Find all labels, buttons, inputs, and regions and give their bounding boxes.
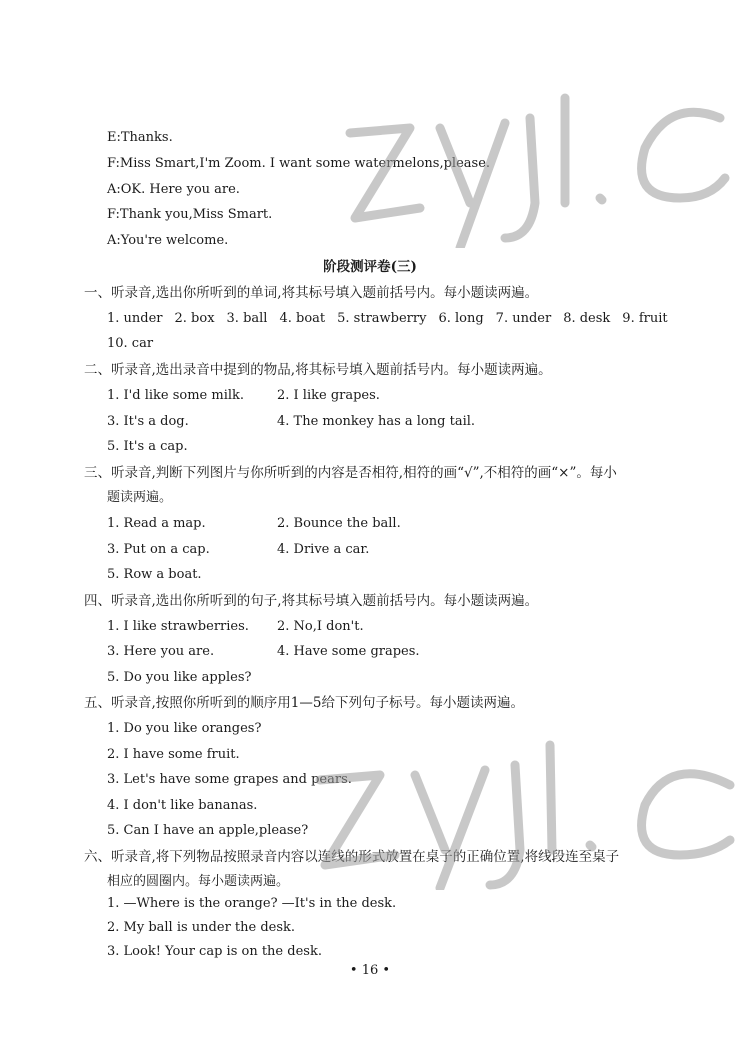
test-title: 阶段测评卷(三) — [323, 259, 417, 275]
word-item: 3. ball — [226, 311, 268, 326]
dialogue-line: E:Thanks. — [107, 130, 173, 145]
word-list — [107, 310, 680, 328]
word-item: 6. long — [438, 311, 484, 326]
list-item: 5. It's a cap. — [107, 439, 188, 454]
section-heading-4: 四、听录音,选出你所听到的句子,将其标号填入题前括号内。每小题读两遍。 — [84, 593, 539, 609]
section-heading-1: 一、听录音,选出你所听到的单词,将其标号填入题前括号内。每小题读两遍。 — [84, 285, 539, 301]
word-item: 9. fruit — [622, 311, 668, 326]
list-item: 3. Put on a cap. — [107, 542, 210, 557]
list-item: 4. The monkey has a long tail. — [277, 414, 476, 429]
list-item: 5. Can I have an apple,please? — [107, 823, 309, 838]
list-item: 1. Do you like oranges? — [107, 721, 262, 736]
list-item: 1. —Where is the orange? —It's in the desk. — [107, 896, 397, 911]
list-item: 3. It's a dog. — [107, 414, 189, 429]
list-item: 3. Look! Your cap is on the desk. — [107, 944, 322, 959]
word-item: 10. car — [107, 336, 154, 351]
list-item: 3. Here you are. — [107, 644, 215, 659]
list-item: 4. Drive a car. — [277, 542, 370, 557]
dialogue-line: A:You're welcome. — [107, 233, 229, 248]
list-item: 2. I have some fruit. — [107, 747, 240, 762]
list-item: 4. Have some grapes. — [277, 644, 420, 659]
dialogue-line: A:OK. Here you are. — [107, 182, 240, 197]
list-item: 1. Read a map. — [107, 516, 206, 531]
word-item: 7. under — [495, 311, 552, 326]
section-heading-6: 六、听录音,将下列物品按照录音内容以连线的形式放置在桌子的正确位置,将线段连至桌子 — [84, 849, 620, 865]
list-item: 2. No,I don't. — [277, 619, 364, 634]
word-item: 2. box — [174, 311, 215, 326]
list-item: 1. I'd like some milk. — [107, 388, 245, 403]
word-item: 1. under — [107, 311, 163, 326]
list-item: 3. Let's have some grapes and pears. — [107, 772, 352, 787]
list-item: 2. I like grapes. — [277, 388, 380, 403]
word-item: 5. strawberry — [337, 311, 427, 326]
list-item: 4. I don't like bananas. — [107, 798, 258, 813]
section-heading-3: 三、听录音,判断下列图片与你所听到的内容是否相符,相符的画“√”,不相符的画“×”。每小 — [84, 465, 617, 481]
page-number: • 16 • — [349, 963, 391, 978]
watermark-bottom — [300, 730, 735, 890]
dialogue-line: F:Thank you,Miss Smart. — [107, 207, 273, 222]
dialogue-line: F:Miss Smart,I'm Zoom. I want some watermelons,please. — [107, 156, 491, 171]
list-item: 5. Do you like apples? — [107, 670, 252, 685]
section-heading-6-cont: 相应的圆圈内。每小题读两遍。 — [107, 874, 290, 889]
section-heading-5: 五、听录音,按照你所听到的顺序用1—5给下列句子标号。每小题读两遍。 — [84, 695, 524, 711]
section-heading-2: 二、听录音,选出录音中提到的物品,将其标号填入题前括号内。每小题读两遍。 — [84, 362, 552, 378]
section-heading-3-cont: 题读两遍。 — [107, 490, 173, 505]
word-item: 4. boat — [279, 311, 326, 326]
list-item: 2. My ball is under the desk. — [107, 920, 296, 935]
list-item: 5. Row a boat. — [107, 567, 202, 582]
list-item: 2. Bounce the ball. — [277, 516, 401, 531]
word-item: 8. desk — [563, 311, 611, 326]
list-item: 1. I like strawberries. — [107, 619, 249, 634]
